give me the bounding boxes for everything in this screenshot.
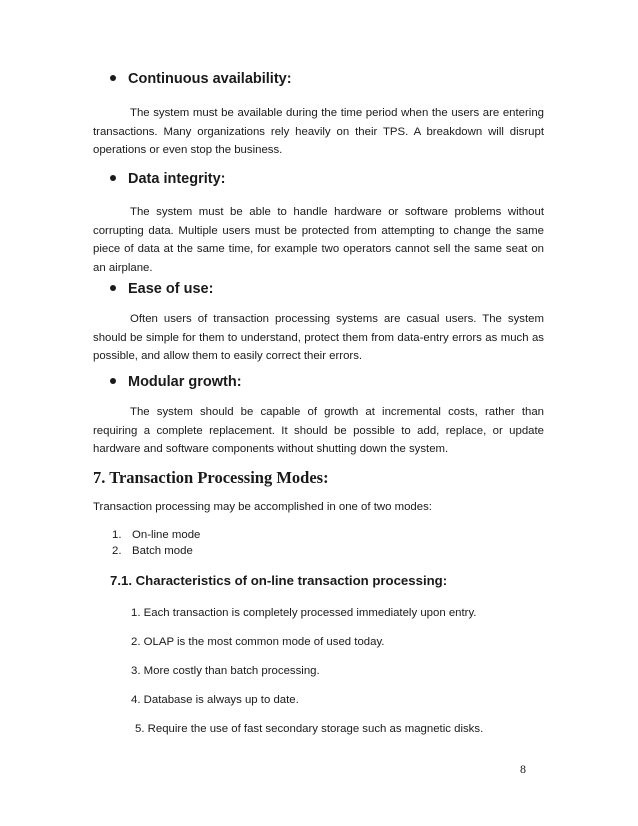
paragraph-ease-of-use: Often users of transaction processing systems are casual users. The system should be simple for them to understand, protect them from data-entry errors as much as possible, and allow them to easily correct their errors. bbox=[93, 313, 544, 362]
bullet-heading-data-integrity bbox=[110, 170, 226, 188]
modes-intro: Transaction processing may be accomplished in one of two modes: bbox=[93, 501, 432, 513]
bullet-icon bbox=[110, 378, 116, 384]
paragraph-continuous-availability: The system must be available during the time period when the users are entering transactions. Many organizations rely heavily on their TPS. A breakdown will disrupt operations or even stop the business. bbox=[93, 107, 544, 156]
bullet-heading-continuous-availability bbox=[110, 70, 292, 88]
bullet-icon bbox=[110, 175, 116, 181]
list-number: 2. bbox=[112, 545, 122, 557]
subsection-title-characteristics: 7.1. Characteristics of on-line transaction processing: bbox=[110, 573, 448, 588]
paragraph-modular-growth: The system should be capable of growth at incremental costs, rather than requiring a complete replacement. It should be possible to add, replace, or update hardware and software components without shutting down the system. bbox=[93, 406, 544, 455]
bullet-icon bbox=[110, 285, 116, 291]
characteristic-item: 2. OLAP is the most common mode of used today. bbox=[131, 636, 385, 648]
list-label: Batch mode bbox=[132, 545, 193, 557]
bullet-icon bbox=[110, 75, 116, 81]
heading-text: Continuous availability: bbox=[128, 71, 292, 87]
paragraph-data-integrity: The system must be able to handle hardware or software problems without corrupting data. Multiple users must be protected from attempting to change the same piece of data at the same time, for example two operators cannot sell the same seat on an airplane. bbox=[93, 206, 544, 274]
heading-text: Ease of use: bbox=[128, 281, 214, 297]
bullet-heading-ease-of-use bbox=[110, 280, 213, 298]
characteristic-item: 3. More costly than batch processing. bbox=[131, 665, 320, 677]
list-item-online-mode bbox=[112, 527, 200, 543]
characteristic-item: 1. Each transaction is completely processed immediately upon entry. bbox=[131, 607, 477, 619]
heading-text: Data integrity: bbox=[128, 171, 226, 187]
characteristic-item: 5. Require the use of fast secondary storage such as magnetic disks. bbox=[135, 723, 484, 735]
list-number: 1. bbox=[112, 529, 122, 541]
section-title-processing-modes: 7. Transaction Processing Modes: bbox=[93, 468, 329, 487]
list-label: On-line mode bbox=[132, 529, 201, 541]
bullet-heading-modular-growth bbox=[110, 373, 242, 391]
characteristic-item: 4. Database is always up to date. bbox=[131, 694, 299, 706]
heading-text: Modular growth: bbox=[128, 374, 242, 390]
list-item-batch-mode bbox=[112, 543, 193, 559]
page-number: 8 bbox=[520, 762, 526, 776]
